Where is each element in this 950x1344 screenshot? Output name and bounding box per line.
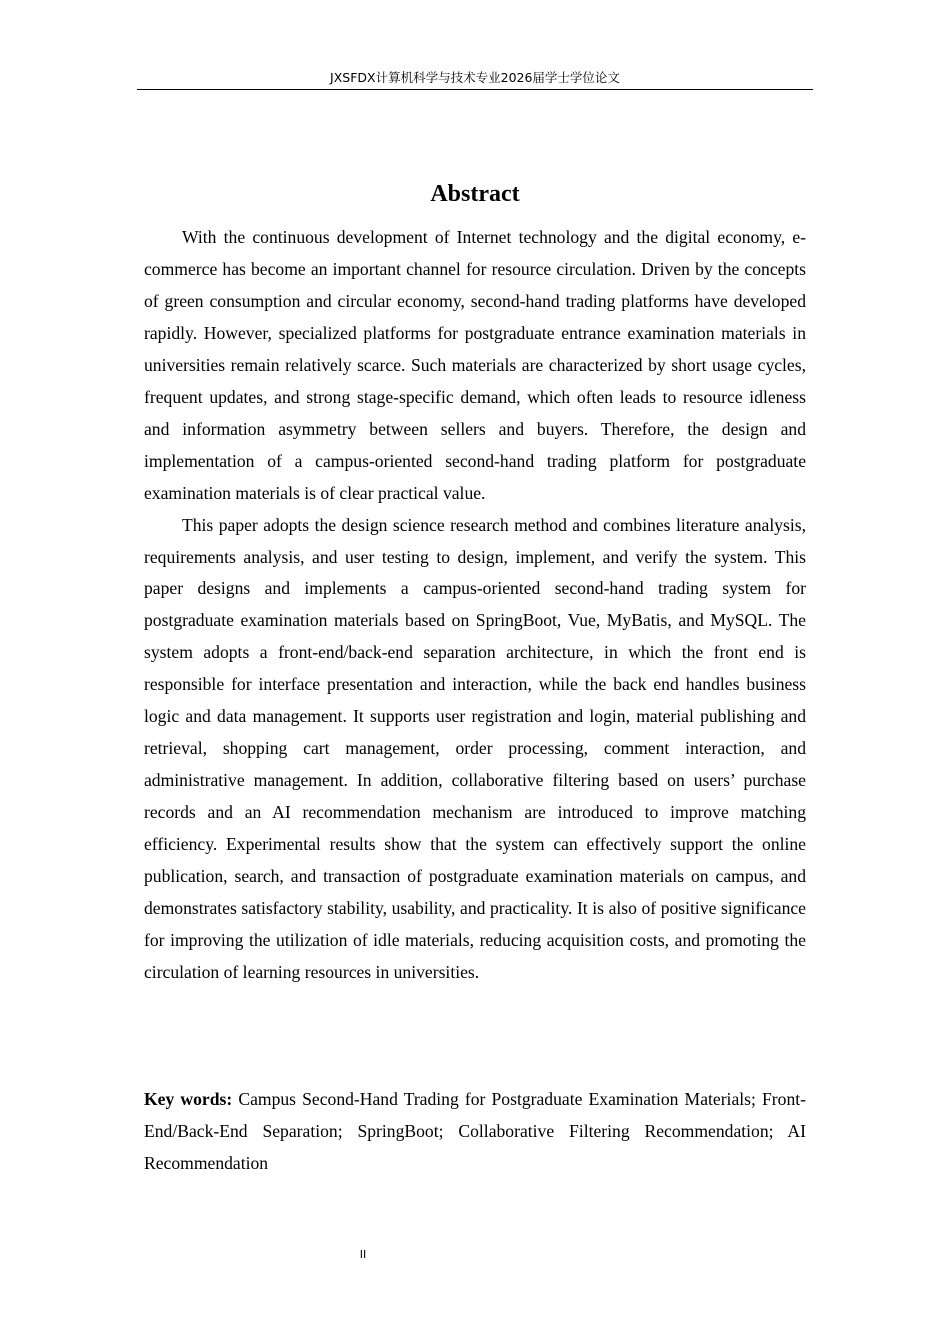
abstract-paragraph-2: This paper adopts the design science research method and combines literature analysis, requirements analysis, and user testing to design, implement, and verify the system. This paper designs and implements a campus-oriented second-hand trading system for postgraduate examination materials based on SpringBoot, Vue, MyBatis, and MySQL. The system adopts a front-end/back-end separation architecture, in which the front end is responsible for interface presentation and interaction, while the back end handles business logic and data management. It supports user registration and login, material publishing and retrieval, shopping cart management, order processing, comment interaction, and administrative management. In addition, collaborative filtering based on users’ purchase records and an AI recommendation mechanism are introduced to improve matching efficiency. Experimental results show that the system can effectively support the online publication, search, and transaction of postgraduate examination materials on campus, and demonstrates satisfactory stability, usability, and practicality. It is also of positive significance for improving the utilization of idle materials, reducing acquisition costs, and promoting the circulation of learning resources in universities. [144,514,806,982]
page-number: II [359,1248,367,1261]
abstract-paragraph-1: With the continuous development of Internet technology and the digital economy, e-commerce has become an important channel for resource circulation. Driven by the concepts of green consumption and circular economy, second-hand trading platforms have developed rapidly. However, specialized platforms for postgraduate entrance examination materials in universities remain relatively scarce. Such materials are characterized by short usage cycles, frequent updates, and strong stage-specific demand, which often leads to resource idleness and information asymmetry between sellers and buyers. Therefore, the design and implementation of a campus-oriented second-hand trading platform for postgraduate examination materials is of clear practical value. [144,227,806,503]
keywords [144,1084,806,1180]
abstract-body [144,222,806,989]
running-header: JXSFDX计算机科学与技术专业2026届学士学位论文 [330,70,620,85]
keywords-text: Campus Second-Hand Trading for Postgraduate Examination Materials; Front-End/Back-End Separation; SpringBoot; Collaborative Filtering Recommendation; AI Recommendation [144,1089,806,1173]
abstract-title: Abstract [430,181,520,207]
header-divider [137,89,813,90]
keywords-label: Key words: [144,1089,233,1109]
